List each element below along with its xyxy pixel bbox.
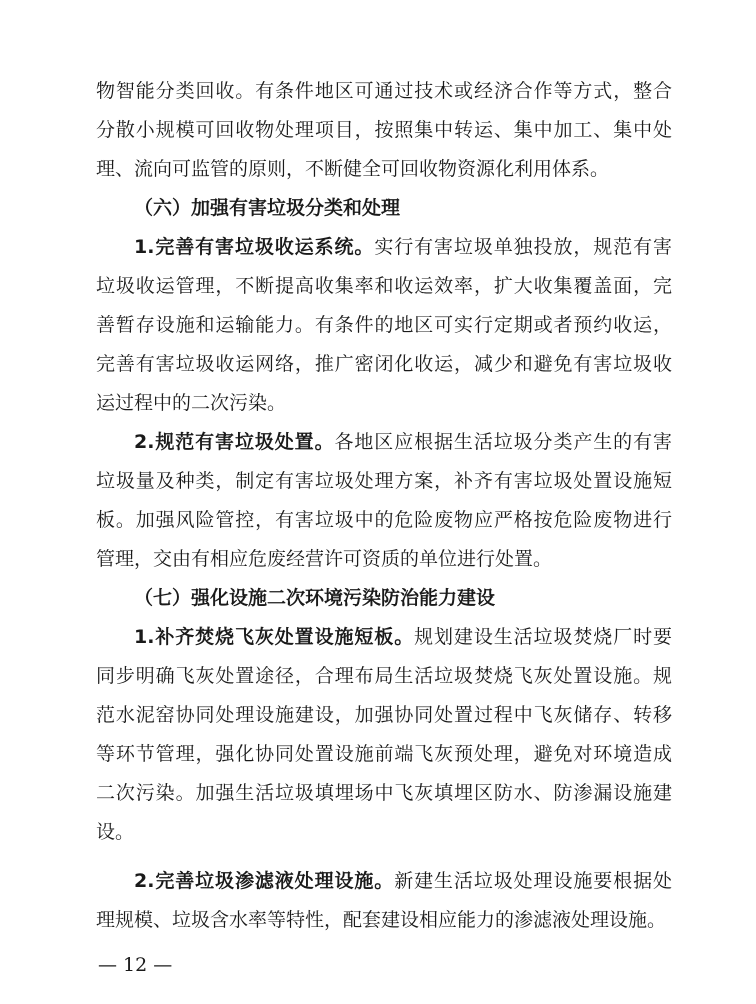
paragraph-6-1	[96, 228, 672, 423]
text-line: 分散小规模可回收物处理项目，按照集中转运、集中加工、集中处	[96, 119, 672, 141]
text-line: 设。	[96, 821, 135, 843]
text-line: 理规模、垃圾含水率等特性，配套建设相应能力的渗滤液处理设施。	[96, 909, 667, 931]
text-line: 范水泥窑协同处理设施建设，加强协同处置过程中飞灰储存、转移	[96, 704, 672, 726]
item-lead: 2.规范有害垃圾处置。	[134, 431, 335, 453]
text-line: 完善有害垃圾收运网络，推广密闭化收运，减少和避免有害垃圾收	[96, 353, 672, 375]
text-line: 运过程中的二次污染。	[96, 392, 287, 414]
text-line: 理、流向可监管的原则，不断健全可回收物资源化利用体系。	[96, 158, 610, 180]
text-line	[96, 618, 672, 657]
text-line: 板。加强风险管控，有害垃圾中的危险废物应严格按危险废物进行	[96, 509, 672, 531]
text-line: 二次污染。加强生活垃圾填埋场中飞灰填埋区防水、防渗漏设施建	[96, 782, 672, 804]
item-text: 各地区应根据生活垃圾分类产生的有害	[334, 431, 672, 453]
item-lead: 2.完善垃圾渗滤液处理设施。	[134, 870, 395, 892]
text-line: 善暂存设施和运输能力。有条件的地区可实行定期或者预约收运，	[96, 314, 672, 336]
section-heading-6: （六）加强有害垃圾分类和处理	[134, 197, 401, 219]
paragraph-7-1	[96, 618, 672, 852]
item-text: 规划建设生活垃圾焚烧厂时要	[414, 626, 672, 648]
text-line: 管理，交由有相应危废经营许可资质的单位进行处置。	[96, 548, 553, 570]
text-line: 垃圾量及种类，制定有害垃圾处理方案，补齐有害垃圾处置设施短	[96, 470, 672, 492]
paragraph-7-2	[96, 862, 672, 940]
document-page	[96, 72, 672, 940]
text-line	[96, 228, 672, 267]
text-line	[96, 423, 672, 462]
text-line	[96, 862, 672, 901]
text-line: 垃圾收运管理，不断提高收集率和收运效率，扩大收集覆盖面，完	[96, 275, 672, 297]
text-line: 等环节管理，强化协同处置设施前端飞灰预处理，避免对环境造成	[96, 743, 672, 765]
paragraph-recyclables	[96, 72, 672, 189]
paragraph-gap	[96, 852, 672, 862]
paragraph-6-2	[96, 423, 672, 579]
text-line: 同步明确飞灰处置途径，合理布局生活垃圾焚烧飞灰处置设施。规	[96, 665, 672, 687]
item-text: 新建生活垃圾处理设施要根据处	[394, 870, 672, 892]
item-text: 实行有害垃圾单独投放，规范有害	[374, 236, 672, 258]
section-heading-7: （七）强化设施二次环境污染防治能力建设	[134, 587, 496, 609]
item-lead: 1.补齐焚烧飞灰处置设施短板。	[134, 626, 415, 648]
item-lead: 1.完善有害垃圾收运系统。	[134, 236, 375, 258]
page-number: — 12 —	[98, 954, 173, 976]
text-line: 物智能分类回收。有条件地区可通过技术或经济合作等方式，整合	[96, 80, 672, 102]
